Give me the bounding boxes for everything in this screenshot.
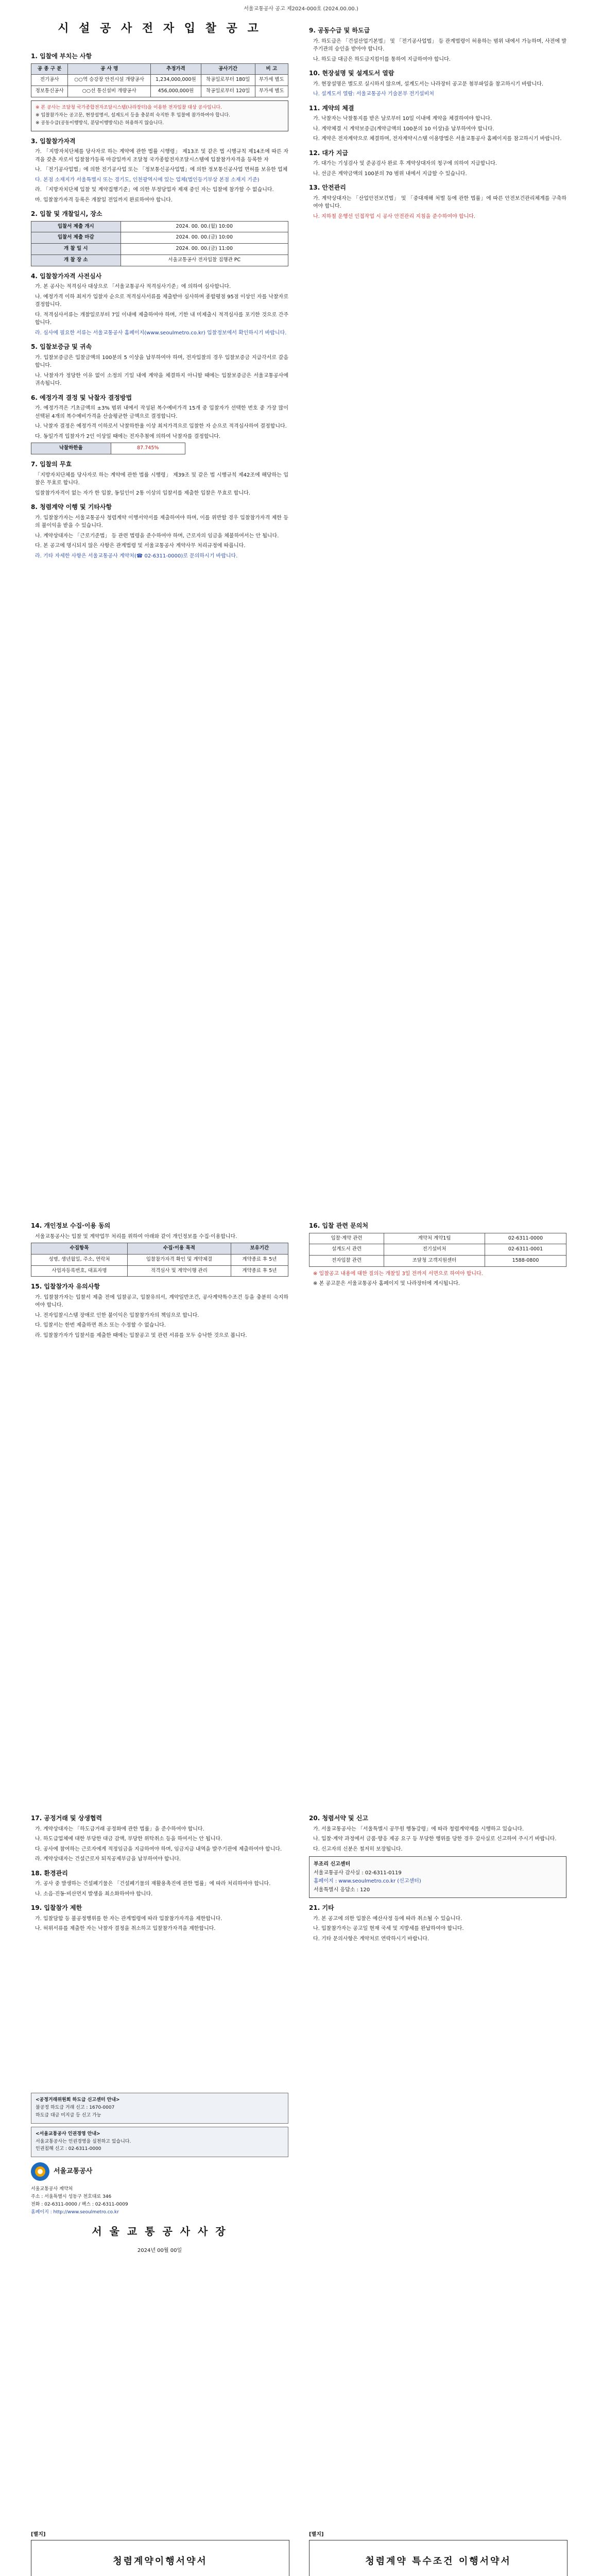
page-3 <box>0 1788 602 2519</box>
table-row <box>31 255 288 266</box>
table-row <box>309 1244 566 1256</box>
paragraph: 다. 신고자의 신분은 철저히 보장됩니다. <box>313 1846 403 1852</box>
table-header: 공사기간 <box>201 63 255 75</box>
paragraph: 가. 현장설명은 별도로 실시하지 않으며, 설계도서는 나라장터 공고문 첨부파일을 참고하시기 바랍니다. <box>313 81 544 87</box>
form-label: [별지] <box>31 2532 46 2537</box>
info-box-line: 하도급 대금 미지급 등 신고 가능 <box>36 2112 101 2118</box>
table-cell: ○○역 승강장 안전시설 개량공사 <box>68 75 151 86</box>
page-1 <box>0 0 602 1200</box>
paragraph: 나. 하도급업체에 대한 부당한 대금 감액, 부당한 위탁취소 등을 하여서는 안 됩니다. <box>35 1836 222 1842</box>
table-cell: 적격심사 및 계약이행 관리 <box>128 1265 231 1277</box>
table-row <box>31 1254 288 1265</box>
paragraph: 나. 전자입찰시스템 장애로 인한 불이익은 입찰참가자의 책임으로 합니다. <box>35 1312 199 1318</box>
paragraph: 다. 본점 소재지가 서울특별시 또는 경기도, 인천광역시에 있는 업체(법인등기부상 본점 소재지 기준) <box>35 177 260 183</box>
contact-line: 홈페이지 : http://www.seoulmetro.co.kr <box>31 2210 119 2215</box>
table-cell: 부가세 별도 <box>255 75 288 86</box>
info-box-line: 서울교통공사는 인권경영을 실천하고 있습니다. <box>36 2139 131 2144</box>
paragraph: 가. 예정가격은 기초금액의 ±3% 범위 내에서 작성된 복수예비가격 15개 중 입찰자가 선택한 번호 중 가장 많이 선택된 4개의 복수예비가격을 산술평균한 금액으로 결정합니다. <box>35 405 288 419</box>
table-row <box>31 1265 288 1277</box>
paragraph: 마. 입찰참가자격 등록은 개찰일 전일까지 완료하여야 합니다. <box>35 197 173 203</box>
form-label: [별지] <box>309 2532 324 2537</box>
table-cell: 성명, 생년월일, 주소, 연락처 <box>31 1254 128 1265</box>
table-cell: ○○선 통신설비 개량공사 <box>68 86 151 97</box>
table-cell: 착공일로부터 180일 <box>201 75 255 86</box>
paragraph: ※ 본 공고문은 서울교통공사 홈페이지 및 나라장터에 게시됩니다. <box>313 1281 460 1287</box>
paragraph: 가. 입찰참가자는 입찰서 제출 전에 입찰공고, 입찰유의서, 계약일반조건, 공사계약특수조건 등을 충분히 숙지하여야 합니다. <box>35 1294 288 1309</box>
table-cell: 입찰·계약 관련 <box>309 1233 384 1244</box>
table-header: 공 사 명 <box>68 63 151 75</box>
paragraph: 나. 낙찰자가 정당한 이유 없이 소정의 기일 내에 계약을 체결하지 아니할 때에는 입찰보증금은 서울교통공사에 귀속됩니다. <box>35 372 288 387</box>
right-column <box>309 1216 566 1290</box>
paragraph: 가. 입찰담합 등 불공정행위를 한 자는 관계법령에 따라 입찰참가자격을 제한합니다. <box>35 1916 222 1922</box>
paragraph: 나. 예정가격 이하 최저가 입찰자 순으로 적격심사서류를 제출받아 심사하며 종합평점 95점 이상인 자를 낙찰자로 결정합니다. <box>35 294 288 308</box>
right-column <box>309 1808 566 1945</box>
paragraph: 가. 하도급은 「건설산업기본법」 및 「전기공사업법」 등 관계법령이 허용하는 범위 내에서 가능하며, 사전에 발주기관의 승인을 받아야 합니다. <box>313 38 566 53</box>
table-row <box>31 75 288 86</box>
paragraph: 다. 본 공고에 명시되지 않은 사항은 관계법령 및 서울교통공사 계약사무 처리규정에 따릅니다. <box>35 543 246 549</box>
page-title: 시 설 공 사 전 자 입 찰 공 고 <box>58 22 262 35</box>
paragraph: 나. 지하철 운행선 인접작업 시 공사 안전관리 지침을 준수하여야 합니다. <box>313 213 476 219</box>
paragraph: 가. 계약상대자는 「하도급거래 공정화에 관한 법률」을 준수하여야 합니다. <box>35 1826 204 1832</box>
paragraph: 나. 소음·진동·비산먼지 발생을 최소화하여야 합니다. <box>35 1891 153 1897</box>
privacy-table <box>31 1243 288 1277</box>
paragraph: 가. 입찰보증금은 입찰금액의 100분의 5 이상을 납부하여야 하며, 전자입찰의 경우 입찰보증금 지급각서로 갈음합니다. <box>35 354 288 369</box>
info-box <box>31 2093 288 2124</box>
org-name: 서울교통공사 <box>54 2167 93 2176</box>
paragraph: 나. 계약체결 시 계약보증금(계약금액의 100분의 10 이상)을 납부하여야 합니다. <box>313 126 494 132</box>
table-row <box>309 1233 566 1244</box>
table-row <box>31 86 288 97</box>
table-cell: 부가세 별도 <box>255 86 288 97</box>
section-title: 5. 입찰보증금 및 귀속 <box>31 343 92 351</box>
contact-table <box>309 1233 566 1267</box>
info-box <box>31 2127 288 2158</box>
section-title: 10. 현장설명 및 설계도서 열람 <box>309 70 394 77</box>
table-cell: 입찰서 제출 개시 <box>31 221 121 232</box>
paragraph: 입찰참가자격이 없는 자가 한 입찰, 동일인이 2통 이상의 입찰서를 제출한 입찰은 무효로 합니다. <box>35 490 250 496</box>
info-box-line: 불공정 하도급 거래 신고 : 1670-0007 <box>36 2105 115 2110</box>
section-title: 3. 입찰참가자격 <box>31 137 76 145</box>
contact-line: 주소 : 서울특별시 성동구 천호대로 346 <box>31 2194 112 2200</box>
section-title: 13. 안전관리 <box>309 184 346 192</box>
contact-line: 전화 : 02-6311-0000 / 팩스 : 02-6311-0009 <box>31 2202 128 2208</box>
table-cell: 전기설비처 <box>384 1244 485 1256</box>
table-cell: 입찰참가자격 확인 및 계약체결 <box>128 1254 231 1265</box>
paragraph: 라. 심사에 필요한 서류는 서울교통공사 홈페이지(www.seoulmetro.co.kr) 입찰정보에서 확인하시기 바랍니다. <box>35 330 287 336</box>
issue-date: 2024년 00월 00일 <box>137 2248 182 2254</box>
integrity-pledge-form <box>31 2540 289 2576</box>
paragraph: 다. 공사에 참여하는 근로자에게 적정임금을 지급하여야 하며, 임금지급 내역을 발주기관에 제출하여야 합니다. <box>35 1846 282 1852</box>
paragraph: 나. 계약상대자는 「근로기준법」 등 관련 법령을 준수하여야 하며, 근로자의 임금을 체불하여서는 안 됩니다. <box>35 533 279 539</box>
signer: 서 울 교 통 공 사 사 장 <box>92 2225 228 2238</box>
table-cell: 조달청 고객지원센터 <box>384 1256 485 1267</box>
table-cell: 입찰서 제출 마감 <box>31 232 121 244</box>
table-cell: 서울교통공사 전자입찰 집행관 PC <box>121 255 288 266</box>
table-cell: 전기공사 <box>31 75 68 86</box>
form-body <box>309 2540 567 2576</box>
section-title: 17. 공정거래 및 상생협력 <box>31 1815 102 1822</box>
section-title: 12. 대가 지급 <box>309 149 348 157</box>
paragraph: 나. 하도급 대금은 하도급지킴이를 통하여 지급하여야 합니다. <box>313 56 451 62</box>
info-box-title: <공정거래위원회 하도급 신고센터 안내> <box>36 2097 120 2103</box>
paragraph: 가. 낙찰자는 낙찰통지를 받은 날로부터 10일 이내에 계약을 체결하여야 합니다. <box>313 116 492 122</box>
right-column <box>309 21 566 223</box>
paragraph: 다. 계약은 전자계약으로 체결하며, 전자계약시스템 이용방법은 서울교통공사 홈페이지를 참고하시기 바랍니다. <box>313 136 562 142</box>
paragraph: 다. 기타 문의사항은 계약처로 연락하시기 바랍니다. <box>313 1936 429 1942</box>
table-cell: 87.745% <box>111 443 185 454</box>
left-column <box>31 1216 288 1342</box>
paragraph: 가. 본 공고에 의한 입찰은 예산사정 등에 따라 취소될 수 있습니다. <box>313 1916 462 1922</box>
section-title: 15. 입찰참가자 유의사항 <box>31 1283 100 1291</box>
report-line: 서울교통공사 감사실 : 02-6311-0119 <box>314 1870 402 1876</box>
paragraph: 다. 동일가격 입찰자가 2인 이상일 때에는 전자추첨에 의하여 낙찰자를 결정합니다. <box>35 433 221 439</box>
paragraph: 다. 입찰서는 한번 제출하면 취소 또는 수정할 수 없습니다. <box>35 1323 166 1329</box>
table-cell: 1,234,000,000원 <box>151 75 201 86</box>
seoul-metro-logo-icon <box>31 2162 49 2181</box>
table-cell: 정보통신공사 <box>31 86 68 97</box>
paragraph: 나. 입찰·계약 과정에서 금품·향응 제공 요구 등 부당한 행위를 당한 경우 감사실로 신고하여 주시기 바랍니다. <box>313 1836 557 1842</box>
table-row <box>31 232 288 244</box>
schedule-table <box>31 221 288 266</box>
info-box-line: 인권침해 신고 : 02-6311-0000 <box>36 2146 101 2152</box>
section-title: 11. 계약의 체결 <box>309 104 354 112</box>
org-logo-block <box>31 2162 288 2181</box>
section-title: 2. 입찰 및 개찰일시, 장소 <box>31 210 102 218</box>
table-header: 수집항목 <box>31 1243 128 1255</box>
page-2 <box>0 1200 602 1788</box>
project-table <box>31 63 288 97</box>
table-header: 비 고 <box>255 63 288 75</box>
table-row <box>31 244 288 255</box>
contact-line: 서울교통공사 계약처 <box>31 2187 73 2192</box>
page-4 <box>0 2519 602 2576</box>
report-box <box>309 1856 566 1898</box>
paragraph: 가. 입찰참가자는 서울교통공사 청렴계약 이행서약서를 제출하여야 하며, 이를 위반할 경우 입찰참가자격 제한 등의 불이익을 받을 수 있습니다. <box>35 515 288 529</box>
table-cell: 계약종료 후 5년 <box>231 1265 288 1277</box>
table-cell: 전자입찰 관련 <box>309 1256 384 1267</box>
paragraph: 다. 적격심사서류는 개찰일로부터 7일 이내에 제출하여야 하며, 기한 내 미제출시 적격심사를 포기한 것으로 간주합니다. <box>35 312 288 326</box>
paragraph: 가. 공사 중 발생하는 건설폐기물은 「건설폐기물의 재활용촉진에 관한 법률」에 따라 처리하여야 합니다. <box>35 1881 271 1887</box>
table-cell: 02-6311-0001 <box>485 1244 566 1256</box>
paragraph: 라. 「지방자치단체 입찰 및 계약집행기준」에 의한 부정당업자 제재 중인 자는 입찰에 참가할 수 없습니다. <box>35 187 274 193</box>
table-header: 공 종 구 분 <box>31 63 68 75</box>
paragraph: 가. 계약상대자는 「산업안전보건법」 및 「중대재해 처벌 등에 관한 법률」에 따른 안전보건관리체계를 구축하여야 합니다. <box>313 195 566 210</box>
paragraph: 나. 낙찰자 결정은 예정가격 이하로서 낙찰하한율 이상 최저가격으로 입찰한 자 순으로 적격심사하여 결정합니다. <box>35 423 287 430</box>
table-cell: 2024. 00. 00.(월) 10:00 <box>121 221 288 232</box>
table-row <box>31 443 185 454</box>
paragraph: 가. 대가는 기성검사 및 준공검사 완료 후 계약상대자의 청구에 의하여 지급합니다. <box>313 161 497 167</box>
table-cell: 착공일로부터 120일 <box>201 86 255 97</box>
table-cell: 2024. 00. 00.(금) 10:00 <box>121 232 288 244</box>
section-title: 9. 공동수급 및 하도급 <box>309 27 370 34</box>
notice-box <box>31 100 288 131</box>
table-cell: 낙찰하한율 <box>31 443 111 454</box>
table-cell: 사업자등록번호, 대표자명 <box>31 1265 128 1277</box>
table-cell: 02-6311-0000 <box>485 1233 566 1244</box>
form-title: 청렴계약이행서약서 <box>113 2556 208 2567</box>
table-row <box>309 1256 566 1267</box>
table-cell: 계약종료 후 5년 <box>231 1254 288 1265</box>
table-cell: 계약처 계약1팀 <box>384 1233 485 1244</box>
table-cell: 1588-0800 <box>485 1256 566 1267</box>
notice-line: ※ 입찰참가자는 공고문, 현장설명서, 설계도서 등을 충분히 숙지한 후 입찰에 참가하여야 합니다. <box>36 112 230 118</box>
table-row <box>31 221 288 232</box>
left-column <box>31 1808 288 2255</box>
special-conditions-pledge-form <box>309 2540 567 2576</box>
paragraph: 나. 선금은 계약금액의 100분의 70 범위 내에서 지급할 수 있습니다. <box>313 171 467 177</box>
paragraph: 「지방자치단체를 당사자로 하는 계약에 관한 법률 시행령」 제39조 및 같은 법 시행규칙 제42조에 해당하는 입찰은 무효로 합니다. <box>35 472 288 486</box>
paragraph: 가. 서울교통공사는 「서울특별시 공무원 행동강령」에 따라 청렴계약제를 시행하고 있습니다. <box>313 1826 524 1832</box>
table-cell: 개 찰 일 시 <box>31 244 121 255</box>
paragraph: 라. 계약상대자는 건설근로자 퇴직공제부금을 납부하여야 합니다. <box>35 1856 181 1862</box>
table-cell: 설계도서 관련 <box>309 1244 384 1256</box>
paragraph: 나. 「전기공사업법」에 의한 전기공사업 또는 「정보통신공사업법」에 의한 정보통신공사업 면허를 보유한 업체 <box>35 167 288 173</box>
paragraph: 라. 기타 자세한 사항은 서울교통공사 계약처(☎ 02-6311-0000)로 문의하시기 바랍니다. <box>35 553 238 559</box>
form-title: 청렴계약 특수조건 이행서약서 <box>365 2556 511 2567</box>
table-header: 추정가격 <box>151 63 201 75</box>
report-line: 홈페이지 : www.seoulmetro.co.kr (신고센터) <box>314 1878 421 1885</box>
table-cell: 2024. 00. 00.(금) 11:00 <box>121 244 288 255</box>
table-header: 보유기간 <box>231 1243 288 1255</box>
header-note: 서울교통공사 공고 제2024-000호 (2024.00.00.) <box>244 6 358 12</box>
rate-table <box>31 443 185 454</box>
form-body <box>31 2540 289 2576</box>
report-line: 서울특별시 응답소 : 120 <box>314 1887 370 1893</box>
table-header: 수집·이용 목적 <box>128 1243 231 1255</box>
section-title: 1. 입찰에 부치는 사항 <box>31 53 92 60</box>
paragraph: 가. 본 공사는 적격심사 대상으로 「서울교통공사 적격심사기준」에 의하여 심사합니다. <box>35 284 231 290</box>
info-box-title: <서울교통공사 인권경영 안내> <box>36 2131 100 2137</box>
paragraph: ※ 입찰공고 내용에 대한 질의는 개찰일 3일 전까지 서면으로 하여야 합니다. <box>313 1270 483 1277</box>
paragraph: 나. 설계도서 열람: 서울교통공사 기술본부 전기설비처 <box>313 91 434 97</box>
paragraph: 라. 입찰참가자가 입찰서를 제출한 때에는 입찰공고 및 관련 서류를 모두 승낙한 것으로 봅니다. <box>35 1332 247 1338</box>
section-title: 14. 개인정보 수집·이용 동의 <box>31 1222 111 1229</box>
notice-line: ※ 공동수급(공동이행방식, 분담이행방식)은 허용하지 않습니다. <box>36 120 164 126</box>
contact-info <box>31 2186 288 2216</box>
table-cell: 개 찰 장 소 <box>31 255 121 266</box>
notice-line: ※ 본 공사는 조달청 국가종합전자조달시스템(나라장터)을 이용한 전자입찰 대상 공사입니다. <box>36 105 222 110</box>
section-title: 8. 청렴계약 이행 및 기타사항 <box>31 503 112 511</box>
section-title: 18. 환경관리 <box>31 1869 68 1877</box>
report-box-title: 부조리 신고센터 <box>314 1861 351 1868</box>
section-title: 16. 입찰 관련 문의처 <box>309 1222 368 1229</box>
paragraph: 나. 입찰참가자는 공고일 현재 국세 및 지방세를 완납하여야 합니다. <box>313 1926 464 1932</box>
paragraph: 나. 허위서류를 제출한 자는 낙찰자 결정을 취소하고 입찰참가자격을 제한합니다. <box>35 1926 216 1932</box>
section-title: 4. 입찰참가자격 사전심사 <box>31 272 102 280</box>
section-title: 19. 입찰참가 제한 <box>31 1904 82 1912</box>
section-title: 21. 기타 <box>309 1904 334 1912</box>
section-title: 20. 청렴서약 및 신고 <box>309 1815 368 1822</box>
section-title: 7. 입찰의 무효 <box>31 461 72 468</box>
left-column <box>31 46 288 562</box>
paragraph: 가. 「지방자치단체를 당사자로 하는 계약에 관한 법률 시행령」 제13조 및 같은 법 시행규칙 제14조에 따른 자격을 갖춘 자로서 입찰참가등록 마감일까지 조달청 국가종합전자조달시스템에 입찰참가자격을 등록한 자 <box>35 149 288 163</box>
paragraph: 서울교통공사는 입찰 및 계약업무 처리를 위하여 아래와 같이 개인정보를 수집·이용합니다. <box>35 1233 237 1240</box>
section-title: 6. 예정가격 결정 및 낙찰자 결정방법 <box>31 394 132 401</box>
table-cell: 456,000,000원 <box>151 86 201 97</box>
